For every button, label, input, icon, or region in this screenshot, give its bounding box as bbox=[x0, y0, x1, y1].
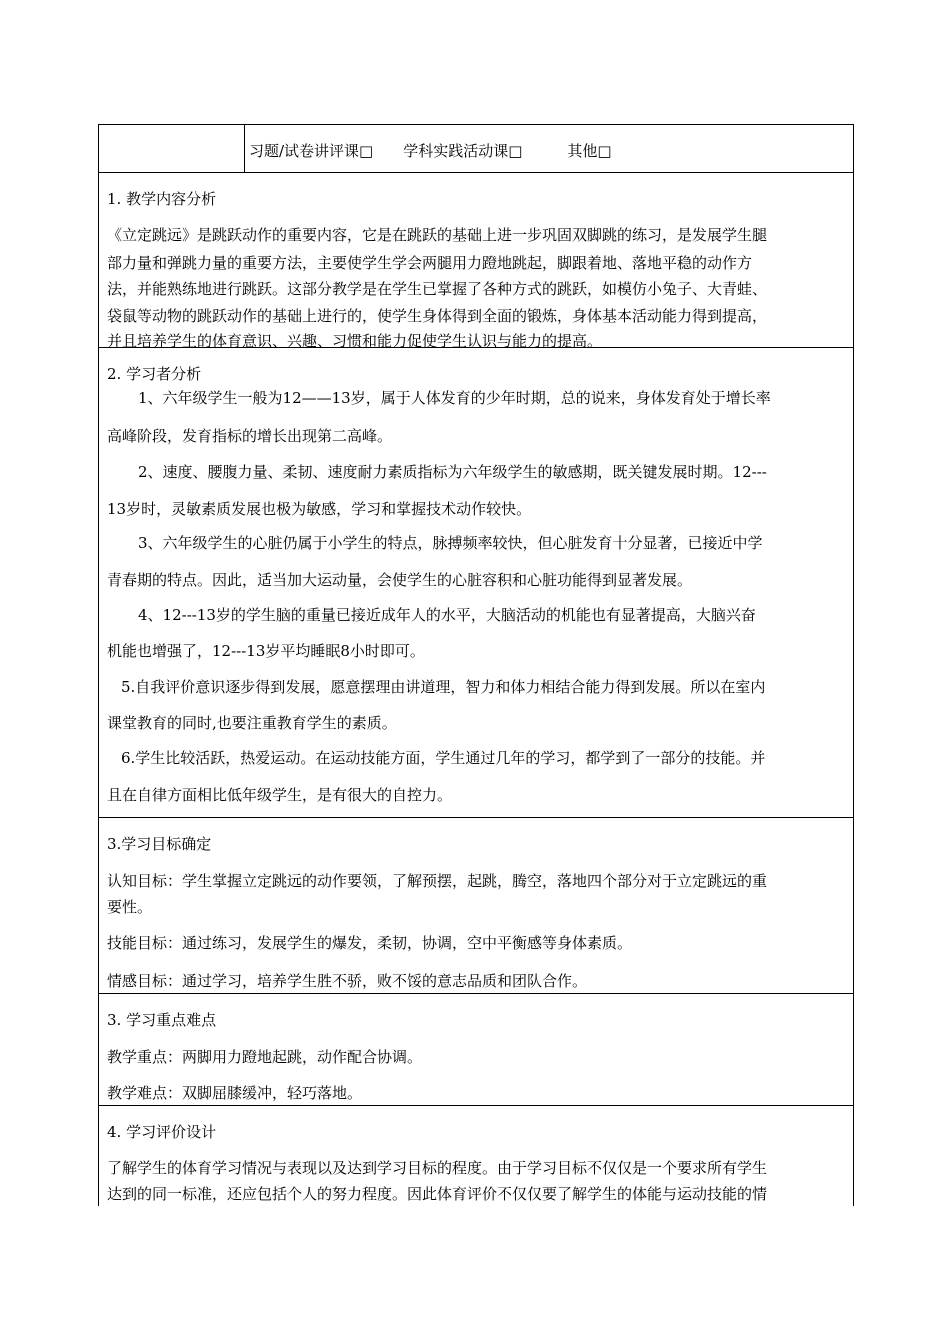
paragraph-line: 5.自我评价意识逐步得到发展，愿意摆理由讲道理，智力和体力相结合能力得到发展。所以在室内 bbox=[121, 678, 766, 696]
section-key-difficult-points bbox=[99, 994, 853, 1106]
paragraph-line: 教学重点：两脚用力蹬地起跳，动作配合协调。 bbox=[107, 1048, 423, 1066]
lesson-plan-table bbox=[98, 124, 854, 1206]
section-title: 4. 学习评价设计 bbox=[107, 1123, 217, 1141]
paragraph-line: 2、速度、腰腹力量、柔韧、速度耐力素质指标为六年级学生的敏感期，既关键发展时期。12--- bbox=[138, 463, 767, 481]
paragraph-line: 了解学生的体育学习情况与表现以及达到学习目标的程度。由于学习目标不仅仅是一个要求所有学生 bbox=[107, 1159, 768, 1177]
section-content-analysis bbox=[99, 173, 853, 348]
lesson-type-options: 习题/试卷讲评课□ 学科实践活动课□ 其他□ bbox=[249, 142, 612, 160]
paragraph-line: 青春期的特点。因此，适当加大运动量，会使学生的心脏容积和心脏功能得到显著发展。 bbox=[107, 571, 693, 589]
paragraph-line: 13岁时，灵敏素质发展也极为敏感，学习和掌握技术动作较快。 bbox=[107, 500, 532, 518]
paragraph-line: 4、12---13岁的学生脑的重量已接近成年人的水平，大脑活动的机能也有显著提高，大脑兴奋 bbox=[138, 606, 756, 624]
header-row bbox=[99, 125, 853, 173]
paragraph-line: 认知目标：学生掌握立定跳远的动作要领，了解预摆，起跳，腾空，落地四个部分对于立定跳远的重 bbox=[107, 872, 768, 890]
section-title: 3.学习目标确定 bbox=[107, 835, 212, 853]
paragraph-line: 机能也增强了，12---13岁平均睡眠8小时即可。 bbox=[107, 642, 425, 660]
paragraph-line: 且在自律方面相比低年级学生，是有很大的自控力。 bbox=[107, 786, 453, 804]
section-title: 2. 学习者分析 bbox=[107, 365, 202, 383]
paragraph-line: 袋鼠等动物的跳跃动作的基础上进行的，使学生身体得到全面的锻炼，身体基本活动能力得到提高， bbox=[107, 307, 768, 325]
paragraph-line: 达到的同一标准，还应包括个人的努力程度。因此体育评价不仅仅要了解学生的体能与运动技能的情 bbox=[107, 1185, 768, 1203]
paragraph-line: 6.学生比较活跃，热爱运动。在运动技能方面，学生通过几年的学习，都学到了一部分的技能。并 bbox=[121, 749, 766, 767]
section-title: 1. 教学内容分析 bbox=[107, 190, 217, 208]
section-learning-objectives bbox=[99, 818, 853, 994]
paragraph-line: 法，并能熟练地进行跳跃。这部分教学是在学生已掌握了各种方式的跳跃，如模仿小兔子、大青蛙、 bbox=[107, 280, 768, 298]
paragraph-line: 1、六年级学生一般为12——13岁，属于人体发育的少年时期，总的说来，身体发育处于增长率 bbox=[138, 389, 771, 407]
section-title: 3. 学习重点难点 bbox=[107, 1011, 217, 1029]
section-learner-analysis bbox=[99, 348, 853, 818]
paragraph-line: 技能目标：通过练习，发展学生的爆发，柔韧，协调，空中平衡感等身体素质。 bbox=[107, 934, 633, 952]
paragraph-line: 教学难点：双脚屈膝缓冲，轻巧落地。 bbox=[107, 1084, 363, 1102]
paragraph-line: 部力量和弹跳力量的重要方法，主要使学生学会两腿用力蹬地跳起，脚跟着地、落地平稳的动作方 bbox=[107, 254, 753, 272]
section-evaluation-design bbox=[99, 1106, 853, 1207]
paragraph-line: 要性。 bbox=[107, 898, 153, 916]
paragraph-line: 3、六年级学生的心脏仍属于小学生的特点，脉搏频率较快，但心脏发育十分显著，已接近中学 bbox=[138, 534, 763, 552]
paragraph-line: 课堂教育的同时,也要注重教育学生的素质。 bbox=[107, 714, 397, 732]
column-divider bbox=[244, 125, 245, 172]
paragraph-line: 并且培养学生的体育意识、兴趣、习惯和能力促使学生认识与能力的提高。 bbox=[107, 332, 603, 350]
paragraph-line: 《立定跳远》是跳跃动作的重要内容，它是在跳跃的基础上进一步巩固双脚跳的练习，是发展学生腿 bbox=[107, 226, 768, 244]
paragraph-line: 情感目标：通过学习，培养学生胜不骄，败不馁的意志品质和团队合作。 bbox=[107, 972, 588, 990]
paragraph-line: 高峰阶段，发育指标的增长出现第二高峰。 bbox=[107, 427, 393, 445]
